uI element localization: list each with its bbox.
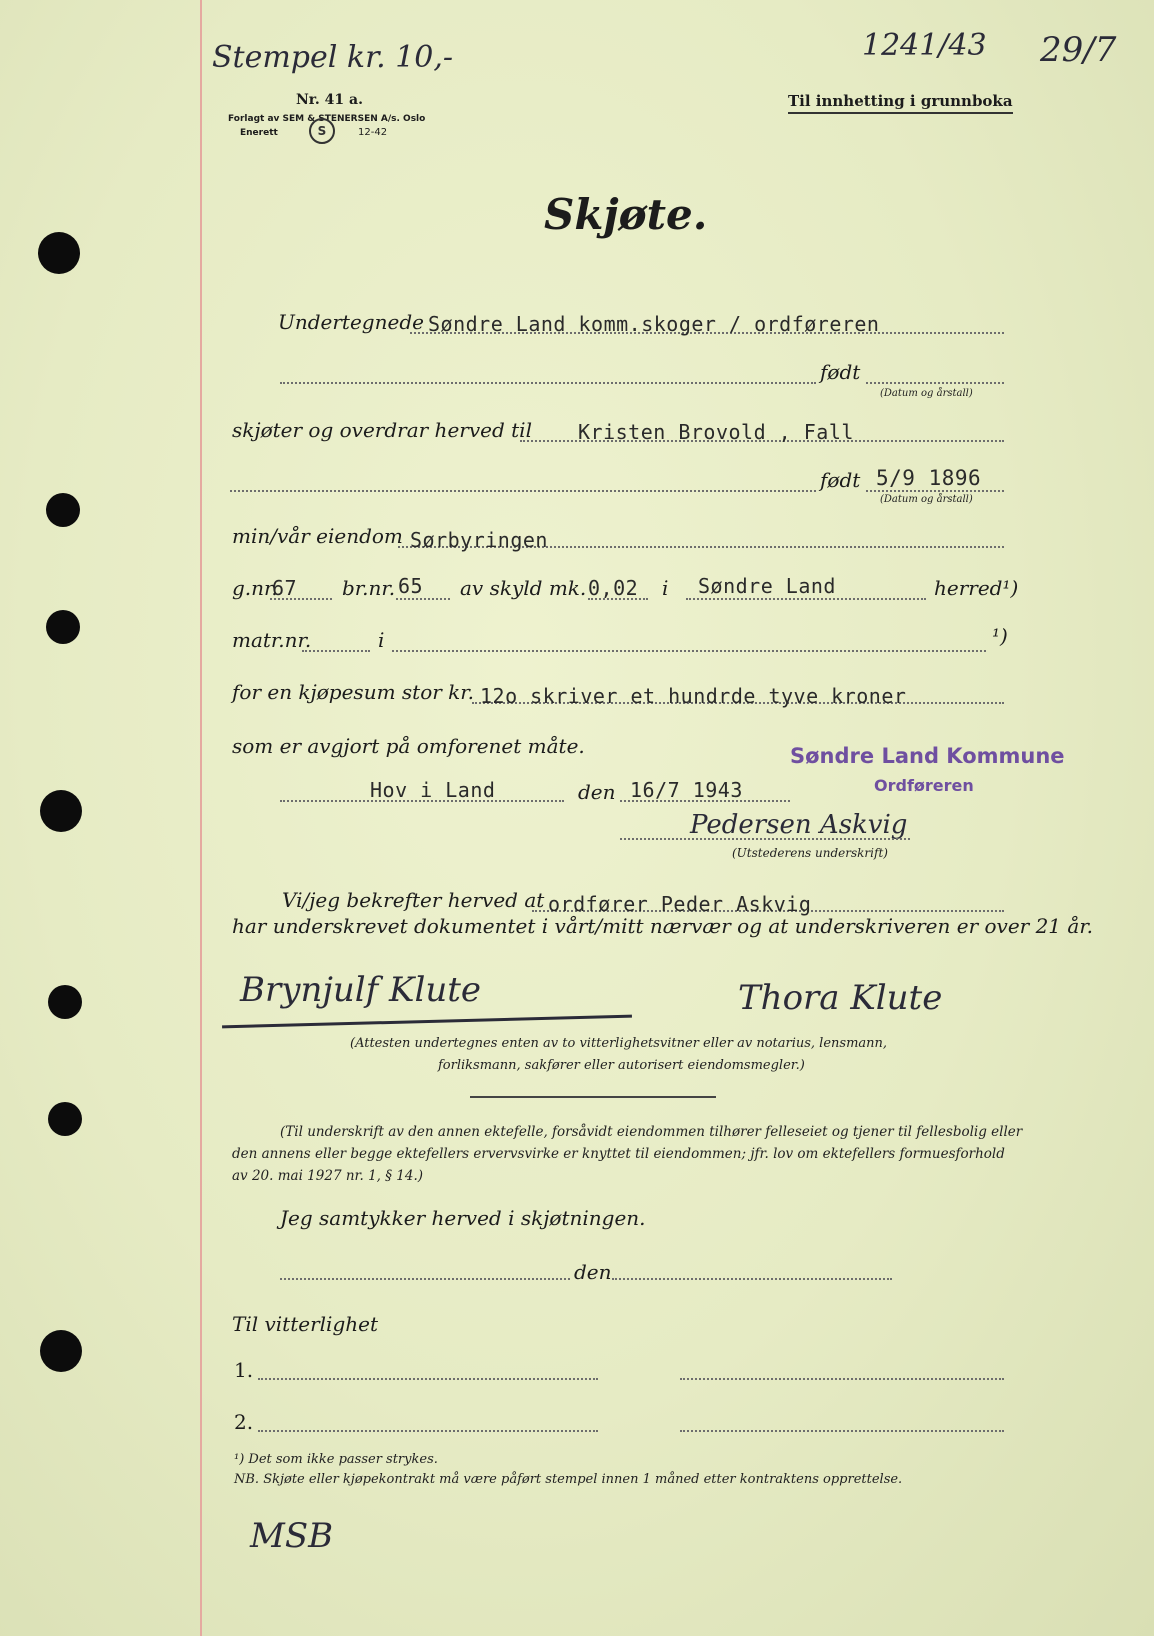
grantee-born-label: født <box>820 468 861 492</box>
form-number: Nr. 41 a. <box>296 92 363 108</box>
punch-hole <box>48 1102 82 1136</box>
grantor-label: Undertegnede <box>278 310 424 334</box>
punch-hole <box>40 790 82 832</box>
punch-hole <box>46 610 80 644</box>
publisher-logo: S <box>309 118 335 144</box>
grantor-line-2 <box>280 382 816 384</box>
footnote-2: NB. Skjøte eller kjøpekontrakt må være påført stempel innen 1 måned etter kontraktens opprettelse. <box>234 1472 903 1487</box>
witness-signature-2: Thora Klute <box>738 978 943 1018</box>
witness-signature-underline <box>222 1015 632 1029</box>
grantee-born-line <box>866 490 1004 492</box>
date-note: 29/7 <box>1040 30 1117 70</box>
witness-line2: har underskrevet dokumentet i vårt/mitt nærvær og at underskriveren er over 21 år. <box>232 914 1094 938</box>
witness-1-line-b <box>680 1378 1004 1380</box>
skyld-i: i <box>662 576 669 600</box>
signature-line <box>620 838 910 840</box>
matr-line-2 <box>392 650 986 652</box>
witness-item-1: 1. <box>234 1358 254 1382</box>
matr-label: matr.nr. <box>232 628 312 652</box>
consent-date-line <box>612 1278 892 1280</box>
signature-hint: (Utstederens underskrift) <box>732 846 888 860</box>
witness-item-2: 2. <box>234 1410 254 1434</box>
separator <box>470 1096 716 1098</box>
matr-end: ¹) <box>992 624 1008 648</box>
attestation-note-1: (Attesten undertegnes enten av to vitterlighetsvitner eller av notarius, lensmann, <box>350 1036 888 1051</box>
witness-prefix: Vi/jeg bekrefter herved at <box>282 888 545 912</box>
price-value: 12o skriver et hundrde tyve kroner <box>480 684 907 708</box>
consent-place-line <box>280 1278 570 1280</box>
date-value: 16/7 1943 <box>630 778 743 802</box>
witnesses-label: Til vitterlighet <box>232 1312 379 1336</box>
grantor-value: Søndre Land komm.skoger / ordføreren <box>428 312 880 336</box>
grantee-date-hint: (Datum og årstall) <box>880 494 973 505</box>
grantee-line-2 <box>230 490 816 492</box>
matr-line <box>302 650 370 652</box>
stamp-fee-note: Stempel kr. 10,- <box>212 40 454 75</box>
consent-text: Jeg samtykker herved i skjøtningen. <box>280 1206 646 1230</box>
punch-hole <box>38 232 80 274</box>
grantor-born-label: født <box>820 360 861 384</box>
municipality-stamp-name: Søndre Land Kommune <box>790 744 1065 768</box>
witness-2-line-b <box>680 1430 1004 1432</box>
property-value: Sørbyringen <box>410 528 548 552</box>
property-label: min/vår eiendom <box>232 524 403 548</box>
matr-i: i <box>378 628 385 652</box>
grantee-value: Kristen Brovold , Fall <box>578 420 854 444</box>
grantor-date-hint: (Datum og årstall) <box>880 388 973 399</box>
publisher-rights: Enerett <box>240 128 278 138</box>
consent-den: den <box>574 1260 612 1284</box>
grantee-born-value: 5/9 1896 <box>876 466 982 490</box>
footnote-1: ¹) Det som ikke passer strykes. <box>234 1452 438 1467</box>
punch-hole <box>46 493 80 527</box>
witness-2-line-a <box>258 1430 598 1432</box>
price-settled: som er avgjort på omforenet måte. <box>232 734 585 758</box>
herred-label: herred¹) <box>934 576 1019 600</box>
witness-signature-1: Brynjulf Klute <box>240 970 482 1010</box>
spouse-note-3: av 20. mai 1927 nr. 1, § 14.) <box>232 1168 424 1184</box>
punch-hole <box>40 1330 82 1372</box>
municipality-stamp-title: Ordføreren <box>874 776 974 795</box>
margin-rule <box>200 0 202 1636</box>
clerk-initials: MSB <box>250 1516 334 1556</box>
attestation-note-2: forliksmann, sakfører eller autorisert eiendomsmegler.) <box>438 1058 805 1073</box>
skyld-line <box>588 598 648 600</box>
grantee-label: skjøter og overdrar herved til <box>232 418 532 442</box>
skyld-value: 0,02 <box>588 576 639 600</box>
brnr-label: br.nr. <box>342 576 396 600</box>
place-value: Hov i Land <box>370 778 496 802</box>
case-number-note: 1241/43 <box>862 28 987 63</box>
grantor-born-line <box>866 382 1004 384</box>
spouse-note-2: den annens eller begge ektefellers ervervsvirke er knyttet til eiendommen; jfr. lov om ektefellers formuesforhold <box>232 1146 1005 1162</box>
den-label: den <box>578 780 616 804</box>
registration-note: Til innhetting i grunnboka <box>788 92 1013 114</box>
spouse-note-1: (Til underskrift av den annen ektefelle, forsåvidt eiendommen tilhører felleseiet og tjener til fellesbolig eller <box>280 1124 1023 1140</box>
price-label: for en kjøpesum stor kr. <box>232 680 475 704</box>
brnr-value: 65 <box>398 574 424 598</box>
document-title: Skjøte. <box>544 190 708 239</box>
publisher-date: 12-42 <box>358 127 388 138</box>
issuer-signature: Pedersen Askvig <box>690 810 908 840</box>
herred-value: Søndre Land <box>698 574 836 598</box>
publisher-line: Forlagt av SEM & STENERSEN A/s. Oslo <box>228 114 426 124</box>
witness-value: ordfører Peder Askvig <box>548 892 812 916</box>
gnr-line <box>270 598 332 600</box>
brnr-line <box>396 598 450 600</box>
witness-1-line-a <box>258 1378 598 1380</box>
gnr-label: g.nr. <box>232 576 278 600</box>
herred-line <box>686 598 926 600</box>
skyld-label: av skyld mk. <box>460 576 587 600</box>
gnr-value: 67 <box>272 576 298 600</box>
punch-hole <box>48 985 82 1019</box>
